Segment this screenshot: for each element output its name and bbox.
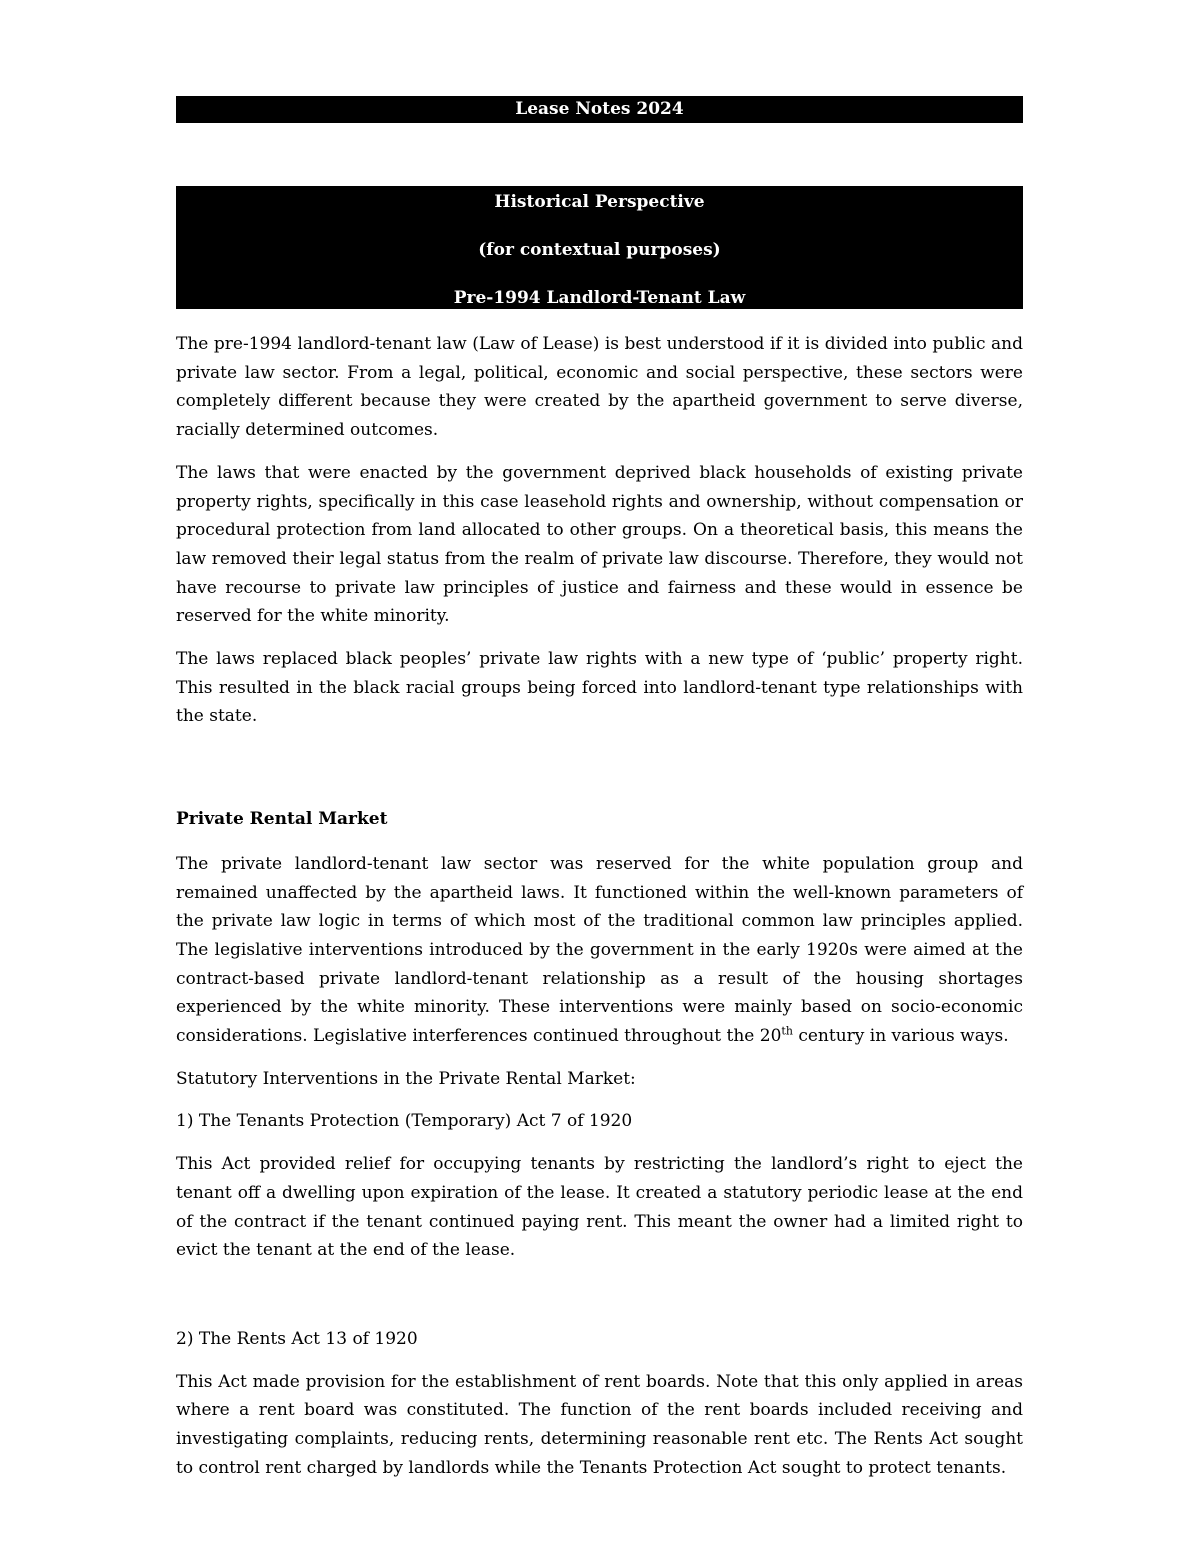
document-page xyxy=(176,96,1023,1497)
paragraph-private-sector-main: The private landlord-tenant law sector was reserved for the white population group and remained unaffected by the apartheid laws. It functioned within the well-known parameters of the private law logic in terms of which most of the traditional common law principles applied. The legislative interventions introduced by the government in the early 1920s were aimed at the contract-based private landlord-tenant relationship as a result of the housing shortages experienced by the white minority. These interventions were mainly based on socio-economic considerations. Legislative interferences continued throughout the 20 xyxy=(176,853,1023,1047)
section-topic: Pre-1994 Landlord-Tenant Law xyxy=(453,288,746,308)
statutory-interventions-intro: Statutory Interventions in the Private Rental Market: xyxy=(176,1068,636,1089)
section-title: Historical Perspective xyxy=(494,192,705,212)
act1-description: This Act provided relief for occupying tenants by restricting the landlord’s right to eject the tenant off a dwelling upon expiration of the lease. It created a statutory periodic lease at the end of the contract if the tenant continued paying rent. This meant the owner had a limited right to evict the tenant at the end of the lease. xyxy=(176,1154,1023,1261)
paragraph-private-sector xyxy=(176,850,1023,1051)
paragraph-laws-deprived: The laws that were enacted by the government deprived black households of existing private property rights, specifically in this case leasehold rights and ownership, without compensation or procedural protection from land allocated to other groups. On a theoretical basis, this means the law removed their legal status from the realm of private law discourse. Therefore, they would not have recourse to private law principles of justice and fairness and these would in essence be reserved for the white minority. xyxy=(176,462,1023,627)
act1-title: 1) The Tenants Protection (Temporary) Act 7 of 1920 xyxy=(176,1111,633,1132)
ordinal-suffix: th xyxy=(781,1024,793,1038)
section-subtitle: (for contextual purposes) xyxy=(478,240,721,260)
paragraph-laws-replaced: The laws replaced black peoples’ private law rights with a new type of ‘public’ property right. This resulted in the black racial groups being forced into landlord-tenant type relationships with the state. xyxy=(176,649,1023,727)
paragraph-private-sector-end: century in various ways. xyxy=(792,1026,1009,1047)
document-body xyxy=(176,330,1023,1483)
heading-private-rental-market: Private Rental Market xyxy=(176,809,388,830)
act2-title: 2) The Rents Act 13 of 1920 xyxy=(176,1328,418,1349)
paragraph-intro: The pre-1994 landlord-tenant law (Law of Lease) is best understood if it is divided into public and private law sector. From a legal, political, economic and social perspective, these sectors were completely different because they were created by the apartheid government to serve diverse, racially determined outcomes. xyxy=(176,334,1023,441)
act2-description: This Act made provision for the establishment of rent boards. Note that this only applied in areas where a rent board was constituted. The function of the rent boards included receiving and investigating complaints, reducing rents, determining reasonable rent etc. The Rents Act sought to control rent charged by landlords while the Tenants Protection Act sought to protect tenants. xyxy=(176,1371,1023,1478)
section-title-box xyxy=(176,186,1023,309)
document-header: Lease Notes 2024 xyxy=(176,96,1023,123)
